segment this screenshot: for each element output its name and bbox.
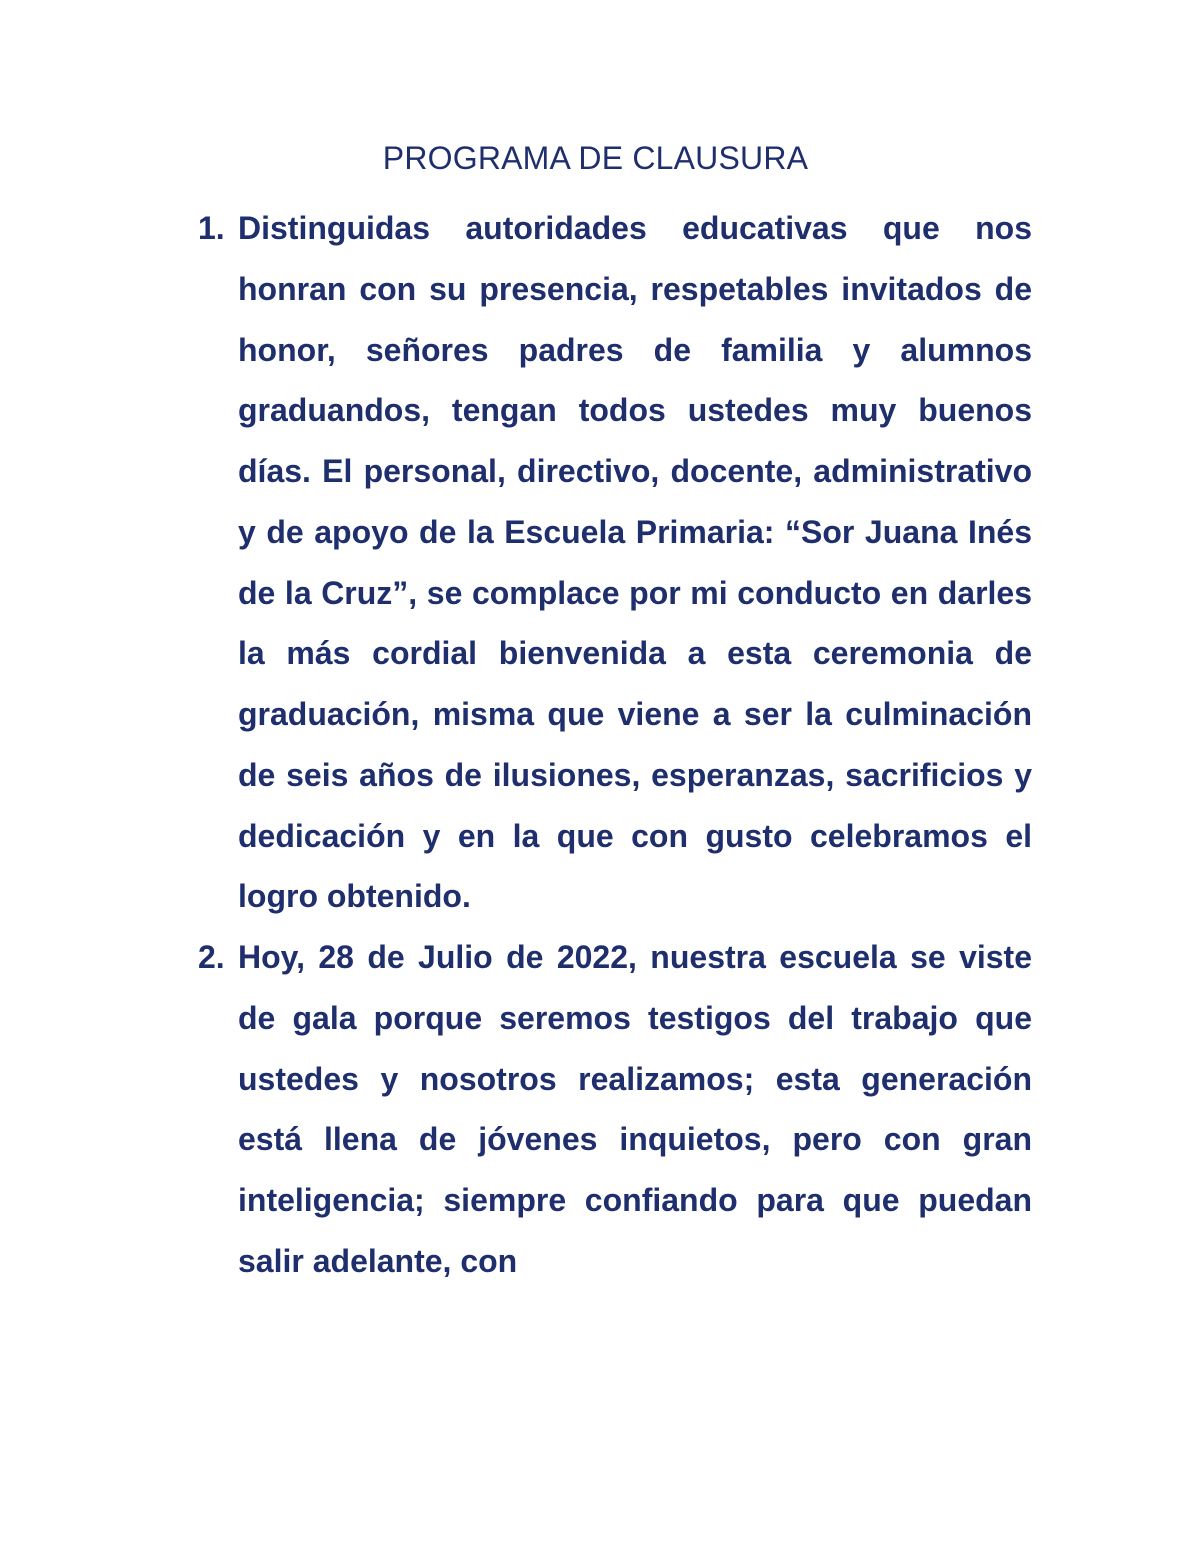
program-item-1 (198, 198, 1032, 927)
program-item-2 (198, 927, 1032, 1292)
item-number: 1. (198, 210, 225, 246)
document-title: PROGRAMA DE CLAUSURA (382, 140, 809, 176)
item-text: Distinguidas autoridades educativas que nos honran con su presencia, respetables invitados de honor, señores padres de familia y alumnos graduandos, tengan todos ustedes muy buenos días. El personal, directivo, docente, administrativo y de apoyo de la Escuela Primaria: “Sor Juana Inés de la Cruz”, se complace por mi conducto en darles la más cordial bienvenida a esta ceremonia de graduación, misma que viene a ser la culminación de seis años de ilusiones, esperanzas, sacrificios y dedicación y en la que con gusto celebramos el logro obtenido. (238, 210, 1032, 915)
item-number: 2. (198, 939, 225, 975)
item-text: Hoy, 28 de Julio de 2022, nuestra escuela se viste de gala porque seremos testigos del trabajo que ustedes y nosotros realizamos; esta generación está llena de jóvenes inquietos, pero con gran inteligencia; siempre confiando para que puedan salir adelante, con (238, 939, 1032, 1279)
program-list (198, 198, 1032, 1292)
